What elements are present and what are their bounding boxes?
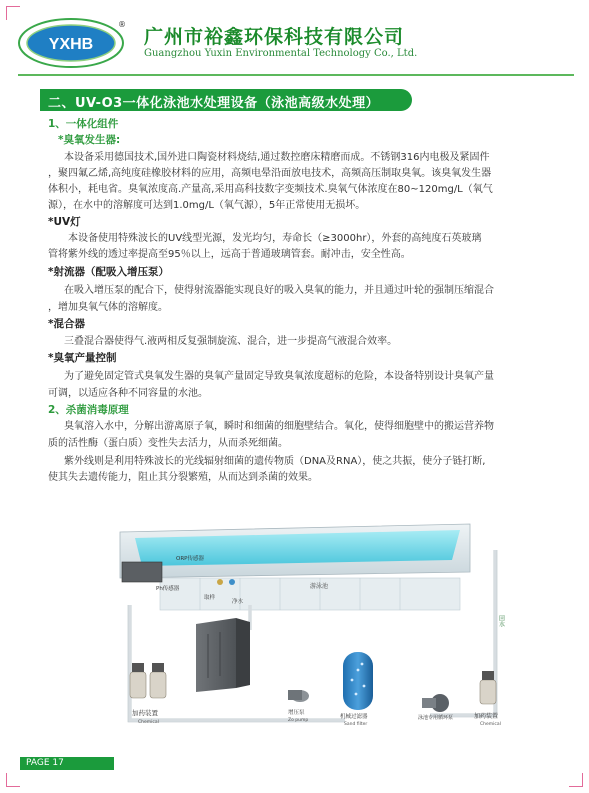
paragraph-line: 紫外线则是利用特殊波长的光线辐射细菌的遗传物质（DNA及RNA），使之共振，使分子链打断, bbox=[64, 456, 486, 467]
paragraph-line: 在吸入增压泵的配合下，使得射流器能实现良好的吸入臭氧的能力，并且通过叶轮的强制压缩混合 bbox=[64, 285, 494, 296]
pool-label: 游泳池 bbox=[310, 583, 329, 590]
company-name-cn: 广州市裕鑫环保科技有限公司 bbox=[144, 26, 405, 48]
orp-sensor-label: ORP传感器 bbox=[176, 556, 204, 562]
crop-mark-bottom-left bbox=[6, 773, 20, 787]
page-header bbox=[18, 16, 578, 72]
heading-mixer: *混合器 bbox=[48, 318, 85, 330]
paragraph-line: 本设备使用特殊波长的UV线型光源，发光均匀，寿命长（≥3000hr），外套的高纯度石英玻璃 bbox=[68, 233, 482, 244]
heading-ejector: *射流器（配吸入增压泵） bbox=[48, 266, 169, 278]
crop-mark-bottom-right bbox=[569, 773, 583, 787]
paragraph-line: 管将紫外线的透过率提高至95％以上，远高于普通玻璃管套。耐冲击，安全性高。 bbox=[48, 249, 411, 260]
ph-sensor-label: Ph传感器 bbox=[156, 586, 180, 592]
system-diagram bbox=[100, 520, 540, 745]
booster-pump-label: 增压泵 bbox=[288, 710, 305, 716]
paragraph-line: 使其失去遗传能力，阻止其分裂繁殖，从而达到杀菌的效果。 bbox=[48, 472, 318, 483]
swimming-pool bbox=[120, 524, 470, 610]
paragraph-line: ，聚四氟乙烯,高纯度硅橡胶材料的应用，高频电晕沿面放电技术，高频高压制取臭氧。该臭氧发生器 bbox=[48, 168, 492, 179]
sand-filter-label-en: Sand filter bbox=[344, 722, 368, 727]
dosing-device-left bbox=[130, 663, 166, 698]
dosing-device-right bbox=[480, 671, 496, 704]
dosing-left-label: 加药装置 bbox=[132, 709, 158, 717]
paragraph-line: 质的活性酶（蛋白质）变性失去活力，从而杀死细菌。 bbox=[48, 438, 288, 449]
heading-ozone-output-control: *臭氧产量控制 bbox=[48, 352, 117, 364]
uv-ozone-cabinet bbox=[196, 618, 250, 692]
paragraph-line: 本设备采用德国技术,国外进口陶瓷材料烧结,通过数控磨床精磨而成。不锈钢316内电极及紧固件 bbox=[64, 152, 490, 163]
paragraph-line: 三叠混合器使得气.液两相反复强制旋流、混合，进一步提高气液混合效率。 bbox=[64, 336, 398, 347]
heading-sterilization-principle: 2、杀菌消毒原理 bbox=[48, 404, 129, 416]
heading-uv-lamp: *UV灯 bbox=[48, 216, 81, 228]
heading-ozone-generator: *臭氧发生器: bbox=[58, 134, 121, 146]
dosing-right-label: 加药装置 bbox=[474, 713, 499, 720]
booster-pump-label-en: Zo pump bbox=[288, 718, 309, 723]
circulation-pump bbox=[422, 694, 449, 712]
sand-filter-label: 机械过滤器 bbox=[340, 714, 368, 720]
paragraph-line: 为了避免固定管式臭氧发生器的臭氧产量固定导致臭氧浓度超标的危险，本设备特别设计臭氧产量 bbox=[64, 371, 494, 382]
logo-text: YXHB bbox=[48, 36, 94, 53]
booster-pump bbox=[288, 690, 309, 702]
sample-label: 取样 bbox=[204, 595, 216, 601]
paragraph-line: 可调，以适应各种不同容量的水池。 bbox=[48, 388, 208, 399]
paragraph-line: ，增加臭氧气体的溶解度。 bbox=[48, 302, 168, 313]
paragraph-line: 源），在水中的溶解度可达到1.0mg/L（氧气源），5年正常使用无损坏。 bbox=[48, 200, 366, 211]
header-divider bbox=[18, 74, 574, 76]
paragraph-line: 臭氧溶入水中，分解出游离原子氧，瞬时和细菌的细胞壁结合。氧化，使得细胞壁中的搬运营养物 bbox=[64, 421, 494, 432]
section-title: 二、UV-O3一体化泳池水处理设备（泳池高级水处理） bbox=[48, 96, 380, 111]
dosing-left-label-en: Chemical bbox=[138, 720, 159, 725]
controller-box bbox=[122, 562, 162, 582]
dosing-right-label-en: Chemical bbox=[480, 722, 501, 727]
return-water-label: 回水 bbox=[497, 615, 505, 627]
paragraph-line: 体积小，耗电省。臭氧浓度高.产量高,采用高科技数字变频技术.臭氧气体浓度在80~120mg/L（氧气 bbox=[48, 184, 493, 195]
sand-filter bbox=[343, 652, 373, 710]
heading-integrated-components: 1、一体化组件 bbox=[48, 118, 119, 130]
company-logo bbox=[18, 18, 128, 68]
sensor-icon bbox=[229, 579, 235, 585]
circulation-pump-label: 泳池专用循环泵 bbox=[418, 715, 454, 721]
page-number: PAGE 17 bbox=[26, 758, 64, 768]
registered-mark: ® bbox=[118, 20, 126, 29]
section-title-bar bbox=[40, 89, 412, 111]
company-name-en: Guangzhou Yuxin Environmental Technology Co., Ltd. bbox=[144, 48, 418, 59]
page-footer bbox=[20, 757, 114, 770]
clean-water-label: 净水 bbox=[232, 599, 244, 605]
sensor-icon bbox=[217, 579, 223, 585]
